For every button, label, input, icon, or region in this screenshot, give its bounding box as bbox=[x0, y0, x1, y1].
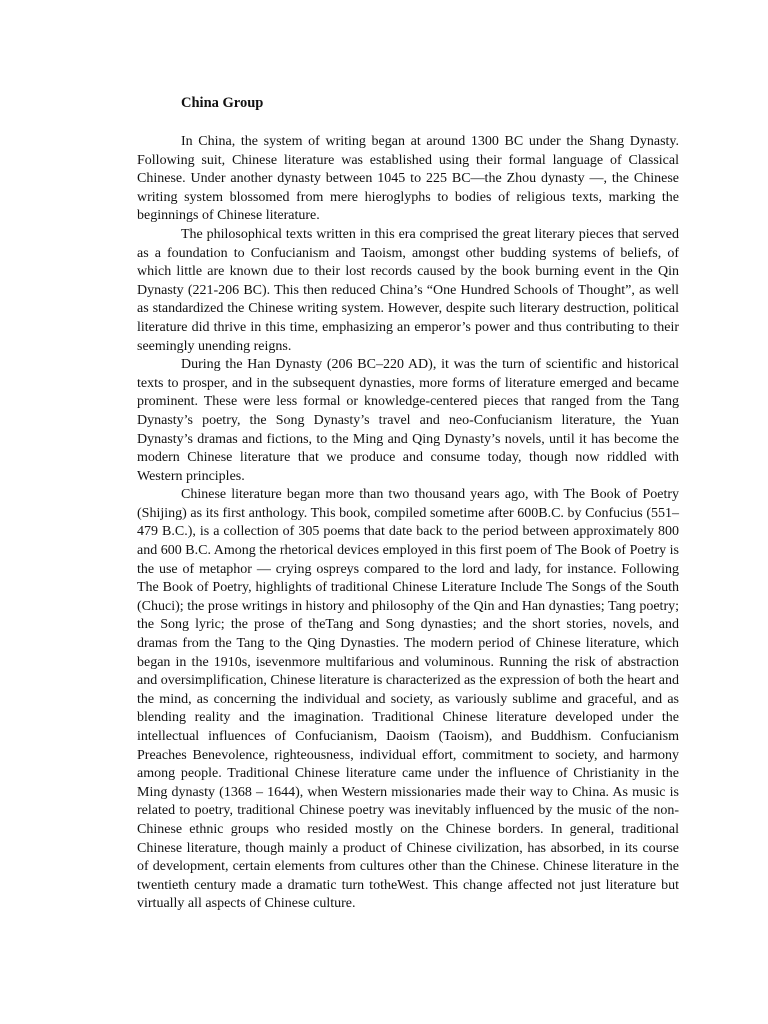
paragraph-philosophical-texts: The philosophical texts written in this era comprised the great literary pieces that served as a foundation to Confucianism and Taoism, amongst other budding systems of beliefs, of which little are known due to their lost records caused by the book burning event in the Qin Dynasty (221-206 BC). This then reduced China’s “One Hundred Schools of Thought”, as well as standardized the Chinese writing system. However, despite such literary destruction, political literature did thrive in this time, emphasizing an emperor’s power and thus contributing to their seemingly unending reigns. bbox=[137, 226, 679, 354]
document-title: China Group bbox=[181, 95, 264, 111]
paragraph-book-of-poetry: Chinese literature began more than two thousand years ago, with The Book of Poetry (Shijing) as its first anthology. This book, compiled sometime after 600B.C. by Confucius (551–479 B.C.), is a collection of 305 poems that date back to the period between approximately 800 and 600 B.C. Among the rhetorical devices employed in this first poem of The Book of Poetry is the use of metaphor — crying ospreys compared to the lord and lady, for instance. Following The Book of Poetry, highlights of traditional Chinese Literature Include The Songs of the South (Chuci); the prose writings in history and philosophy of the Qin and Han dynasties; Tang poetry; the Song lyric; the prose of theTang and Song dynasties; and the short stories, novels, and dramas from the Tang to the Qing Dynasties. The modern period of Chinese literature, which began in the 1910s, isevenmore multifarious and voluminous. Running the risk of abstraction and oversimplification, Chinese literature is characterized as the expression of both the heart and the mind, as concerning the individual and society, as variously sublime and graceful, and as blending reality and the imagination. Traditional Chinese literature developed under the intellectual influences of Confucianism, Daoism (Taoism), and Buddhism. Confucianism Preaches Benevolence, righteousness, individual effort, commitment to society, and harmony among people. Traditional Chinese literature came under the influence of Christianity in the Ming dynasty (1368 – 1644), when Western missionaries made their way to China. As music is related to poetry, traditional Chinese poetry was inevitably influenced by the music of the non-Chinese ethnic groups who resided mostly on the Chinese borders. In general, traditional Chinese literature, though mainly a product of Chinese civilization, has absorbed, in its course of development, certain elements from cultures other than the Chinese. Chinese literature in the twentieth century made a dramatic turn totheWest. This change affected not just literature but virtually all aspects of Chinese culture. bbox=[137, 487, 679, 912]
document-body bbox=[137, 93, 679, 914]
paragraph-han-dynasty: During the Han Dynasty (206 BC–220 AD), it was the turn of scientific and historical texts to prosper, and in the subsequent dynasties, more forms of literature emerged and became prominent. These were less formal or knowledge-centered pieces that ranged from the Tang Dynasty’s poetry, the Song Dynasty’s travel and neo-Confucianism literature, the Yuan Dynasty’s dramas and fictions, to the Ming and Qing Dynasty’s novels, until it has become the modern Chinese literature that we produce and consume today, though now riddled with Western principles. bbox=[137, 357, 679, 484]
paragraph-shang-dynasty: In China, the system of writing began at around 1300 BC under the Shang Dynasty. Following suit, Chinese literature was established using their formal language of Classical Chinese. Under another dynasty between 1045 to 225 BC—the Zhou dynasty —, the Chinese writing system blossomed from mere hieroglyphs to bodies of religious texts, marking the beginnings of Chinese literature. bbox=[137, 134, 679, 224]
